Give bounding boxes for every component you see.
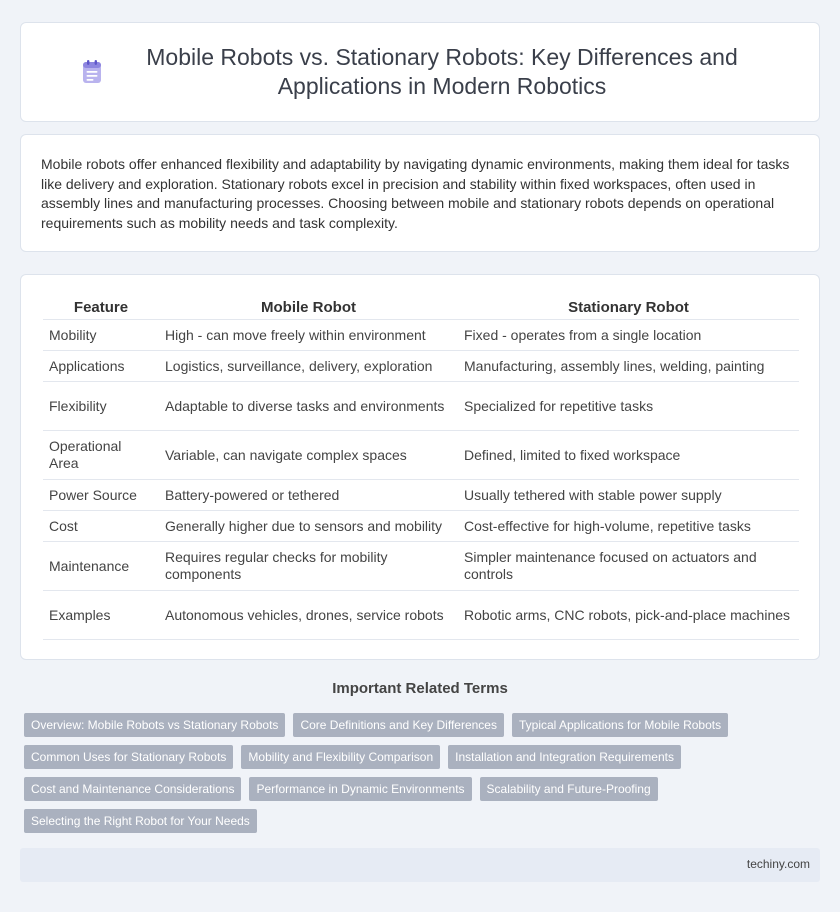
footer-site-link[interactable]: techiny.com <box>746 857 810 871</box>
intro-paragraph: Mobile robots offer enhanced flexibility and adaptability by navigating dynamic environments, making them ideal for tasks like delivery and exploration. Stationary robots excel in precision and stability within fixed workspaces, often used in assembly lines and manufacturing processes. Choosing between mobile and stationary robots depends on operational requirements such as mobility needs and task complexity. <box>41 156 790 231</box>
related-term-chip[interactable]: Common Uses for Stationary Robots <box>24 745 233 769</box>
table-row <box>43 591 799 640</box>
related-term-chip[interactable]: Overview: Mobile Robots vs Stationary Robots <box>24 713 285 737</box>
table-row <box>43 431 799 480</box>
feature-cell: Mobility <box>43 320 159 351</box>
feature-cell: Power Source <box>43 480 159 511</box>
stationary-cell: Fixed - operates from a single location <box>458 320 799 351</box>
related-terms-list <box>24 713 814 833</box>
table-row <box>43 511 799 542</box>
header-card <box>20 22 820 122</box>
comparison-table <box>43 297 799 640</box>
mobile-cell: Generally higher due to sensors and mobility <box>159 511 458 542</box>
table-row <box>43 542 799 591</box>
feature-cell: Cost <box>43 511 159 542</box>
stationary-cell: Simpler maintenance focused on actuators and controls <box>458 542 799 591</box>
stationary-cell: Robotic arms, CNC robots, pick-and-place machines <box>458 591 799 640</box>
feature-cell: Operational Area <box>43 431 159 480</box>
related-term-chip[interactable]: Selecting the Right Robot for Your Needs <box>24 809 257 833</box>
table-header-row <box>43 297 799 320</box>
mobile-cell: Battery-powered or tethered <box>159 480 458 511</box>
related-term-chip[interactable]: Scalability and Future-Proofing <box>480 777 658 801</box>
related-term-chip[interactable]: Typical Applications for Mobile Robots <box>512 713 728 737</box>
table-row <box>43 351 799 382</box>
mobile-cell: Autonomous vehicles, drones, service robots <box>159 591 458 640</box>
feature-cell: Examples <box>43 591 159 640</box>
footer-bar <box>20 848 820 882</box>
table-row <box>43 382 799 431</box>
mobile-cell: Adaptable to diverse tasks and environments <box>159 382 458 431</box>
table-row <box>43 320 799 351</box>
feature-cell: Maintenance <box>43 542 159 591</box>
header-feature: Feature <box>43 297 159 320</box>
related-terms-heading: Important Related Terms <box>332 680 508 697</box>
stationary-cell: Cost-effective for high-volume, repetitive tasks <box>458 511 799 542</box>
related-term-chip[interactable]: Performance in Dynamic Environments <box>249 777 471 801</box>
feature-cell: Flexibility <box>43 382 159 431</box>
stationary-cell: Usually tethered with stable power supply <box>458 480 799 511</box>
stationary-cell: Specialized for repetitive tasks <box>458 382 799 431</box>
comparison-table-card <box>20 274 820 660</box>
related-term-chip[interactable]: Cost and Maintenance Considerations <box>24 777 241 801</box>
related-term-chip[interactable]: Installation and Integration Requirements <box>448 745 681 769</box>
stationary-cell: Defined, limited to fixed workspace <box>458 431 799 480</box>
mobile-cell: High - can move freely within environment <box>159 320 458 351</box>
mobile-cell: Requires regular checks for mobility components <box>159 542 458 591</box>
stationary-cell: Manufacturing, assembly lines, welding, painting <box>458 351 799 382</box>
document-icon <box>78 58 106 86</box>
mobile-cell: Logistics, surveillance, delivery, exploration <box>159 351 458 382</box>
page-title: Mobile Robots vs. Stationary Robots: Key Differences and Applications in Modern Robotics <box>146 44 738 99</box>
related-term-chip[interactable]: Core Definitions and Key Differences <box>293 713 504 737</box>
header-stationary-robot: Stationary Robot <box>458 297 799 320</box>
table-row <box>43 480 799 511</box>
intro-card <box>20 134 820 252</box>
mobile-cell: Variable, can navigate complex spaces <box>159 431 458 480</box>
feature-cell: Applications <box>43 351 159 382</box>
header-mobile-robot: Mobile Robot <box>159 297 458 320</box>
related-term-chip[interactable]: Mobility and Flexibility Comparison <box>241 745 440 769</box>
